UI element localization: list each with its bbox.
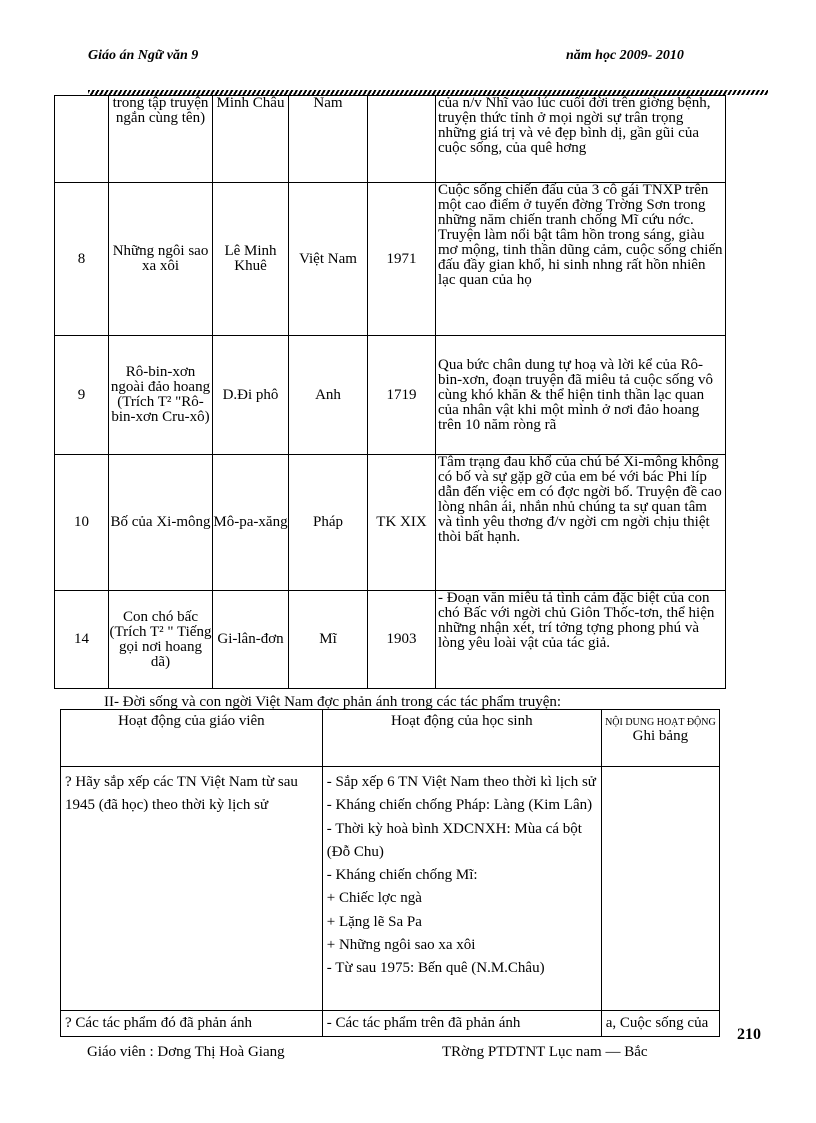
table-row [55,591,726,689]
work-author: Minh Châu [213,96,289,183]
work-number: 9 [55,336,109,455]
student-line: + Những ngôi sao xa xôi [326,937,476,954]
student-line: - Sắp xếp 6 TN Việt Nam theo thời kì lịch sử [326,774,596,790]
header-student: Hoạt động của học sinh [322,710,601,767]
teacher-activity: ? Hãy sắp xếp các TN Việt Nam từ sau 1945 (đã học) theo thời kỳ lịch sử [61,767,323,1011]
work-summary: - Đoạn văn miêu tả tình cảm đặc biệt của con chó Bấc với ngời chủ Giôn Thốc-tơn, thể hiện những nhận xét, trí tởng tợng phong phú và lòng yêu loài vật của tác giả. [436,591,726,689]
work-title: Những ngôi sao xa xôi [109,183,213,336]
student-activity [322,767,601,1011]
student-line: - Thời kỳ hoà bình XDCNXH: Mùa cá bột (Đỗ Chu) [326,820,582,860]
work-number: 8 [55,183,109,336]
work-title: Rô-bin-xơn ngoài đảo hoang (Trích T² "Rô-bin-xơn Cru-xô) [109,336,213,455]
works-table [54,95,726,689]
table-row [55,96,726,183]
work-number: 10 [55,455,109,591]
work-number: 14 [55,591,109,689]
work-country: Anh [289,336,368,455]
work-year [368,96,436,183]
header-school-year: năm học 2009- 2010 [566,48,684,63]
header-content [601,710,719,767]
work-country: Pháp [289,455,368,591]
work-title: Bố của Xi-mông [109,455,213,591]
table-row [61,1011,720,1037]
footer-school: TRờng PTDTNT Lục nam — Bắc [442,1044,648,1060]
student-line: - Kháng chiến chống Pháp: Làng (Kim Lân) [326,797,593,814]
work-year: 1903 [368,591,436,689]
table-header-row [61,710,720,767]
student-activity: - Các tác phẩm trên đã phản ánh [322,1011,601,1037]
header-content-caps: NỘI DUNG HOẠT ĐỘNG [605,717,716,728]
table-row [55,183,726,336]
work-title: trong tập truyện ngắn cùng tên) [109,96,213,183]
work-summary: của n/v Nhĩ vào lúc cuối đời trên giờng bệnh, truyện thức tỉnh ở mọi ngời sự trân trọng những giá trị và vẻ đẹp bình dị, gần gũi của cuộc sống, của quê hơng [436,96,726,183]
work-author: Gi-lân-đơn [213,591,289,689]
activity-table [60,709,720,1037]
header-content-label: Ghi bảng [632,728,689,744]
table-row [55,336,726,455]
section-title: II- Đời sống và con ngời Việt Nam đợc phản ánh trong các tác phẩm truyện: [104,694,562,710]
work-summary: Cuộc sống chiến đấu của 3 cô gái TNXP trên một cao điểm ở tuyến đờng Trờng Sơn trong những năm chiến tranh chống Mĩ cứu nớc. Truyện làm nổi bật tâm hồn trong sáng, giàu mơ mộng, tinh thần dũng cảm, cuộc sống chiến đấu đầy gian khổ, hi sinh nhng rất hồn nhiên lạc quan của họ [436,183,726,336]
work-number [55,96,109,183]
work-author: Lê Minh Khuê [213,183,289,336]
work-summary: Tâm trạng đau khổ của chú bé Xi-mông không có bố và sự gặp gỡ của em bé với bác Phi líp dẫn đến việc em có đợc ngời bố. Truyện đề cao lòng nhân ái, nhắn nhủ chúng ta sự quan tâm và tình yêu thơng đ/v ngời cm ngời chịu thiệt thòi bất hạnh. [436,455,726,591]
teacher-activity: ? Các tác phẩm đó đã phản ánh [61,1011,323,1037]
work-country: Việt Nam [289,183,368,336]
work-country: Mĩ [289,591,368,689]
student-line: - Từ sau 1975: Bến quê (N.M.Châu) [326,960,545,977]
student-line: - Kháng chiến chống Mĩ: [326,867,478,884]
work-summary: Qua bức chân dung tự hoạ và lời kể của Rô-bin-xơn, đoạn truyện đã miêu tả cuộc sống vô cùng khó khăn & thể hiện tinh thần lạc quan của nhân vật khi một mình ở nơi đảo hoang trên 10 năm ròng rã [436,336,726,455]
board-content: a, Cuộc sống của [601,1011,719,1037]
work-author: D.Đi phô [213,336,289,455]
board-content [601,767,719,1011]
work-year: TK XIX [368,455,436,591]
work-country: Nam [289,96,368,183]
footer-teacher: Giáo viên : Dơng Thị Hoà Giang [87,1044,285,1060]
header-subject: Giáo án Ngữ văn 9 [88,48,199,63]
table-row [55,455,726,591]
work-author: Mô-pa-xăng [213,455,289,591]
work-year: 1719 [368,336,436,455]
student-line: + Lặng lẽ Sa Pa [326,913,422,930]
table-row [61,767,720,1011]
header-teacher: Hoạt động của giáo viên [61,710,323,767]
student-line: + Chiếc lợc ngà [326,890,422,907]
work-year: 1971 [368,183,436,336]
page-number: 210 [737,1026,761,1043]
work-title: Con chó bấc (Trích T² " Tiếng gọi nơi hoang dã) [109,591,213,689]
